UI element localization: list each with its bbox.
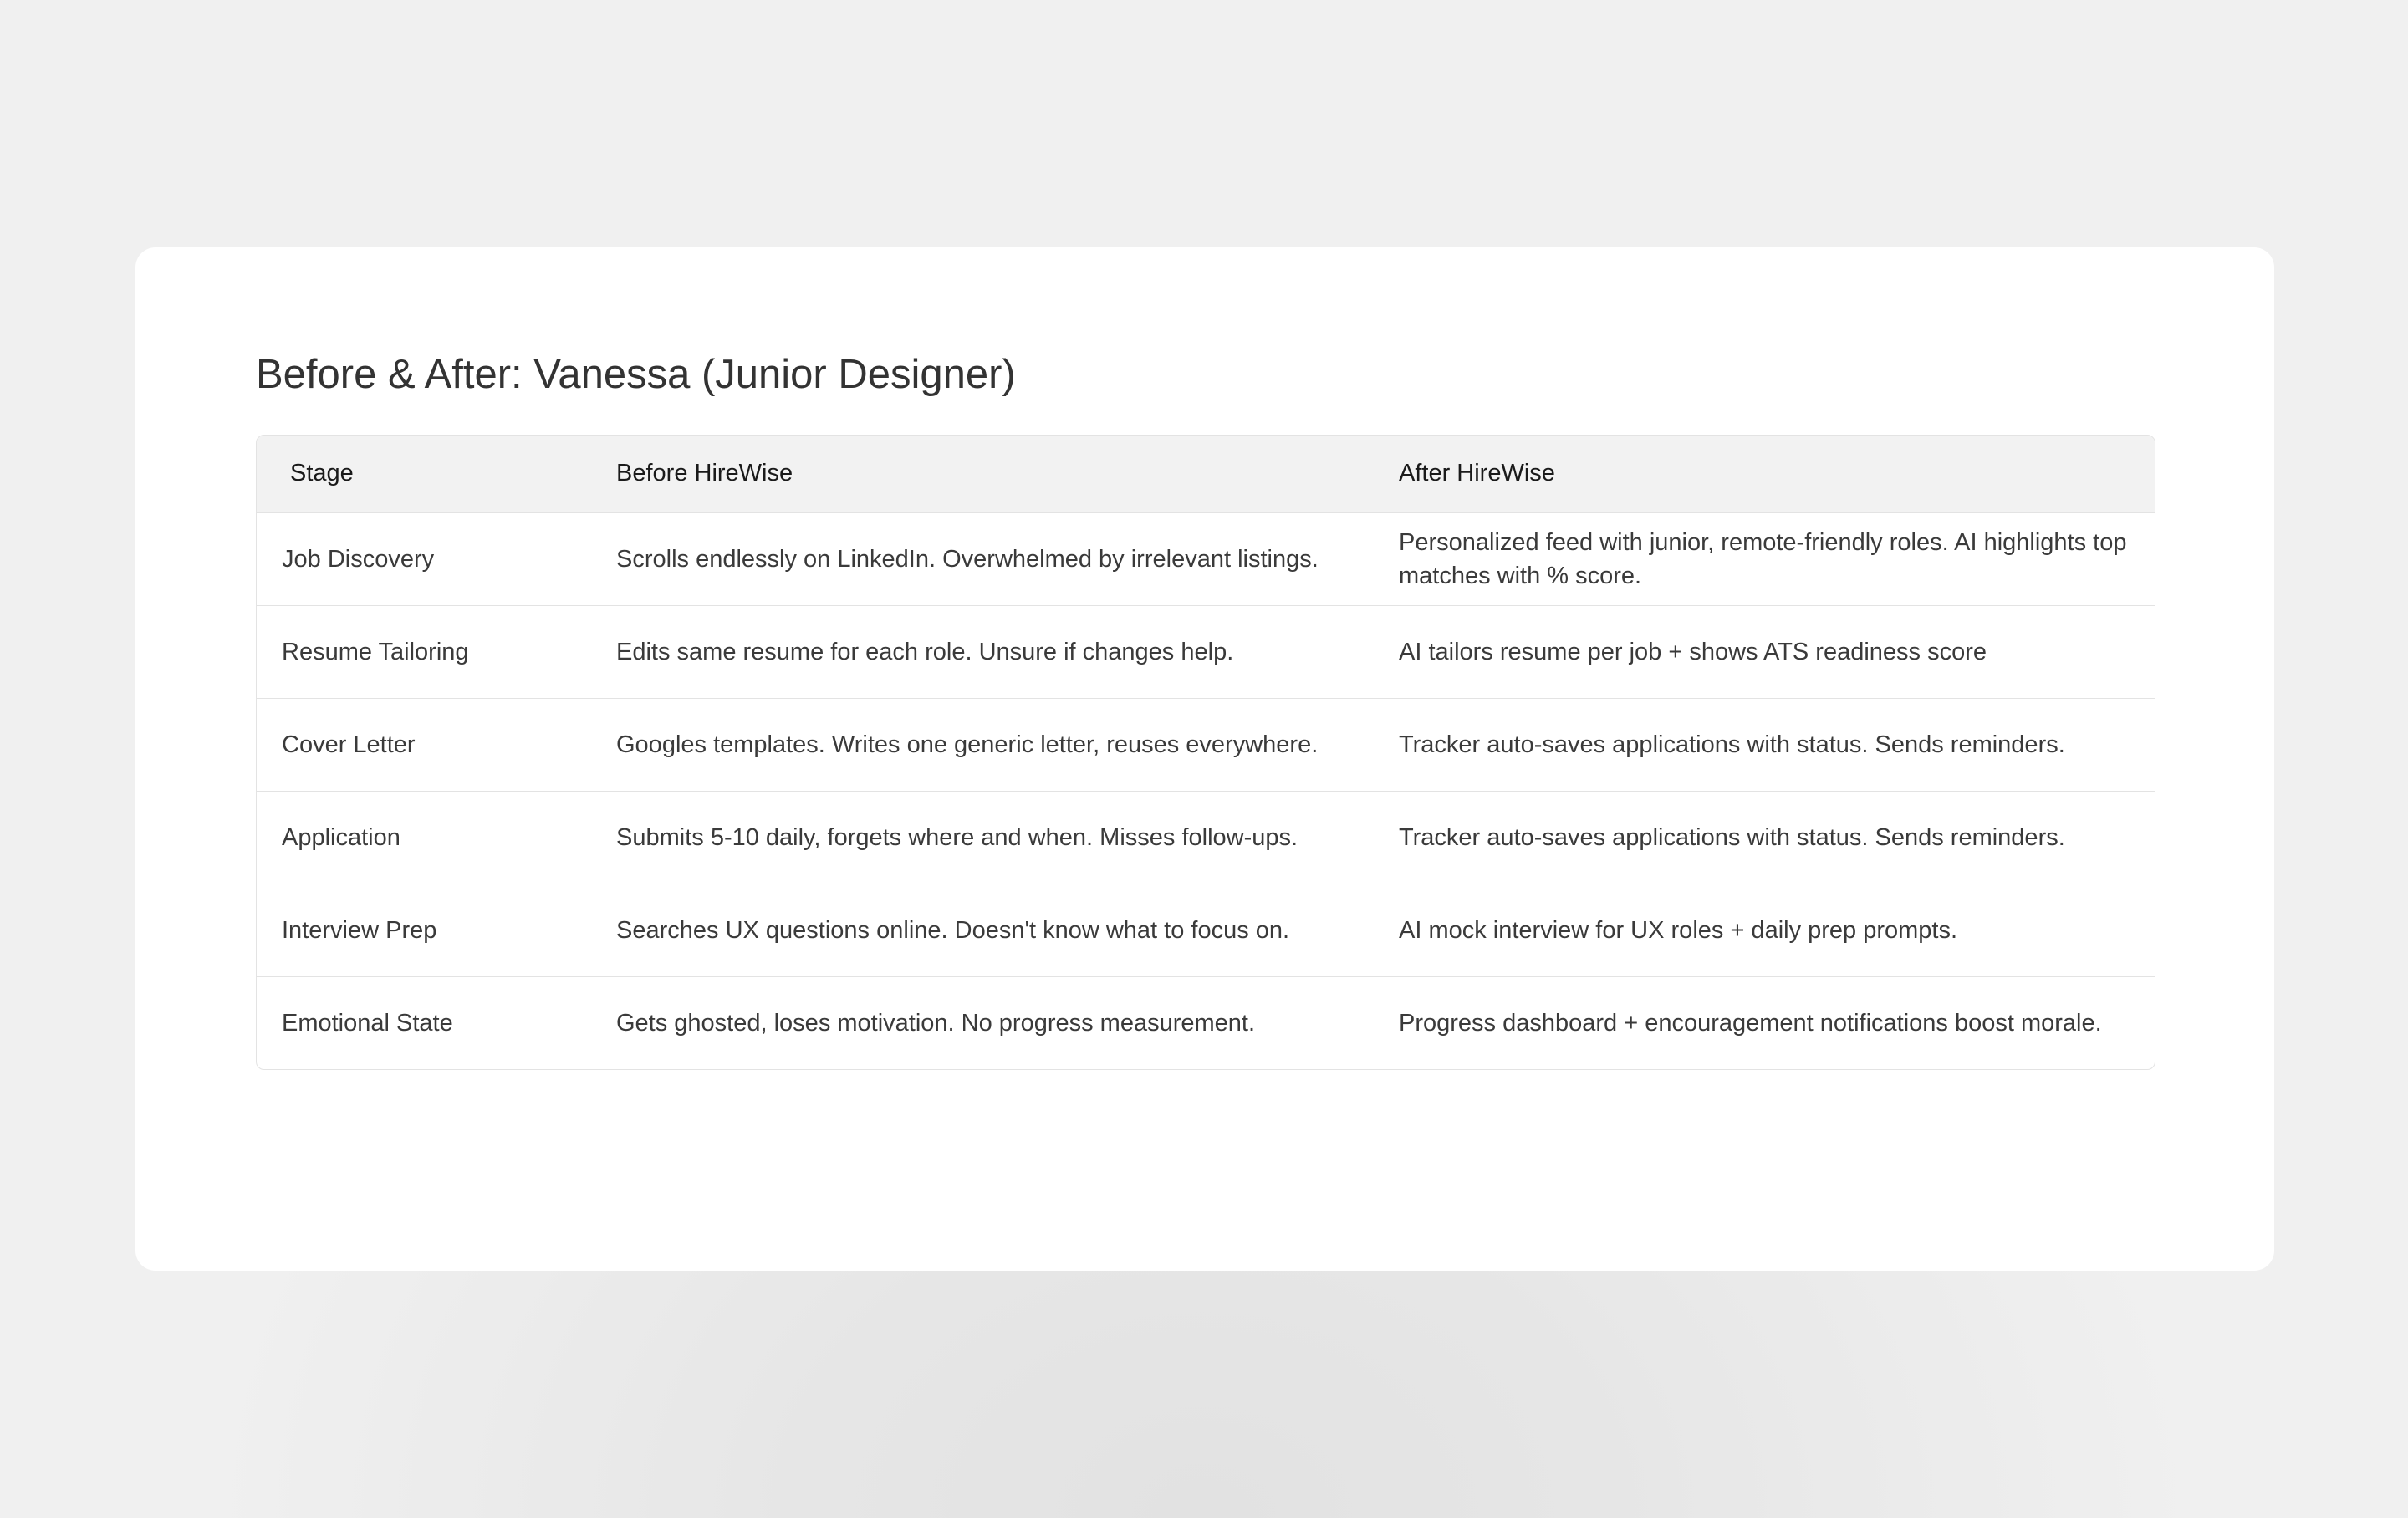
page-title: Before & After: Vanessa (Junior Designer) (256, 352, 1016, 397)
table-row (257, 698, 2155, 791)
cell-after: Personalized feed with junior, remote-friendly roles. AI highlights top matches with % score. (1399, 528, 2127, 589)
cell-before: Googles templates. Writes one generic letter, reuses everywhere. (616, 731, 1319, 758)
cell-stage: Cover Letter (282, 731, 416, 758)
cell-after: Tracker auto-saves applications with status. Sends reminders. (1399, 731, 2065, 758)
table-row (257, 605, 2155, 698)
cell-after: Tracker auto-saves applications with status. Sends reminders. (1399, 823, 2065, 851)
cell-after: AI mock interview for UX roles + daily prep prompts. (1399, 916, 1958, 944)
content-card (135, 247, 2274, 1271)
comparison-table-container (256, 435, 2155, 1070)
cell-before: Scrolls endlessly on LinkedIn. Overwhelmed by irrelevant listings. (616, 545, 1319, 573)
cell-before: Gets ghosted, loses motivation. No progress measurement. (616, 1009, 1256, 1037)
header-stage: Stage (257, 436, 591, 512)
cell-after: AI tailors resume per job + shows ATS readiness score (1399, 638, 1987, 665)
cell-stage: Job Discovery (282, 545, 435, 573)
header-before: Before HireWise (591, 436, 1374, 512)
comparison-table (257, 436, 2155, 1069)
cell-before: Submits 5-10 daily, forgets where and when. Misses follow-ups. (616, 823, 1298, 851)
table-header-row (257, 436, 2155, 512)
cell-stage: Interview Prep (282, 916, 437, 944)
table-row (257, 791, 2155, 884)
cell-before: Edits same resume for each role. Unsure if changes help. (616, 638, 1234, 665)
cell-stage: Application (282, 823, 400, 851)
table-row (257, 976, 2155, 1069)
table-row (257, 884, 2155, 976)
table-row (257, 512, 2155, 605)
cell-after: Progress dashboard + encouragement notifications boost morale. (1399, 1009, 2102, 1037)
cell-before: Searches UX questions online. Doesn't know what to focus on. (616, 916, 1290, 944)
header-after: After HireWise (1374, 436, 2155, 512)
cell-stage: Emotional State (282, 1009, 453, 1037)
cell-stage: Resume Tailoring (282, 638, 469, 665)
